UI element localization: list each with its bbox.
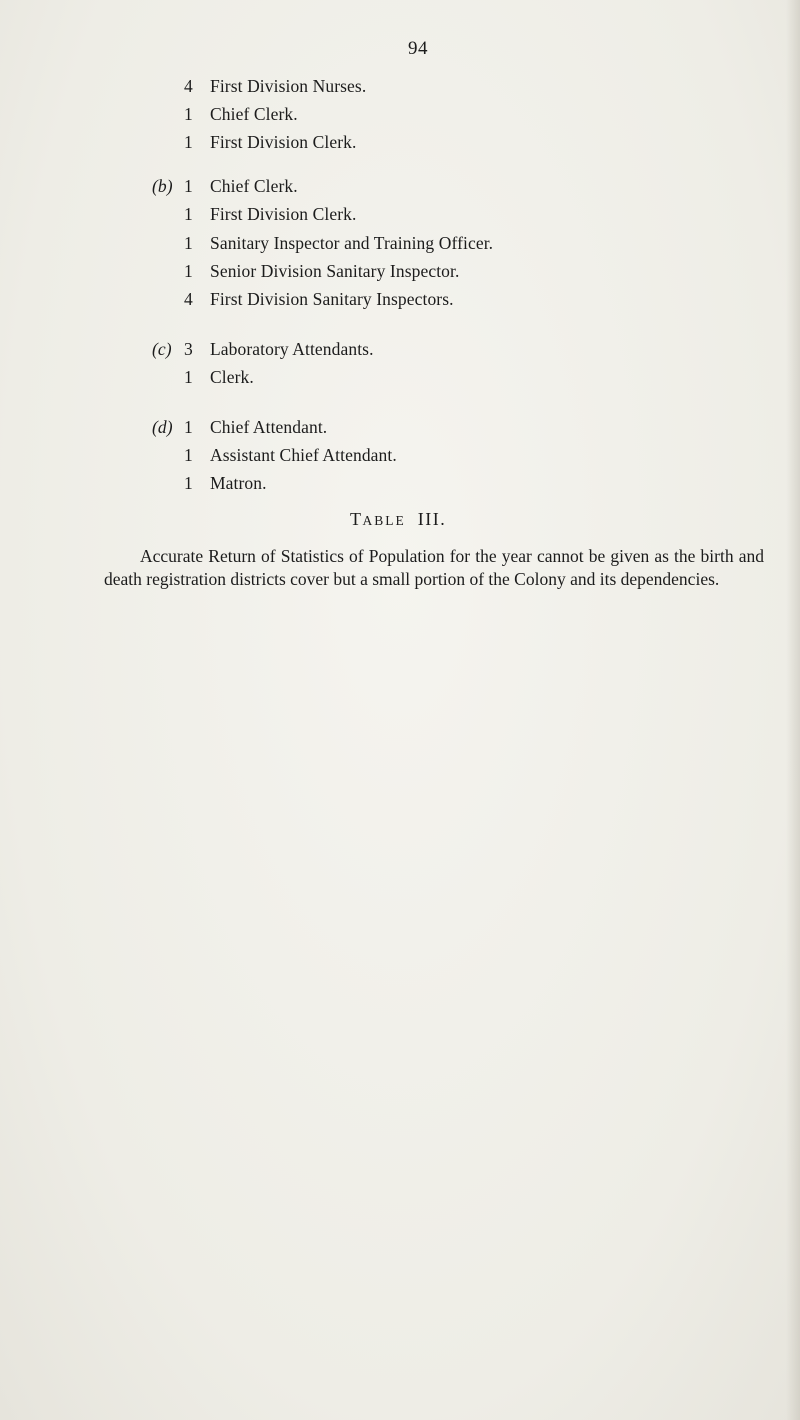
item-title: Laboratory Attendants. <box>210 339 374 359</box>
list-item <box>184 289 454 310</box>
item-title: Chief Clerk. <box>210 176 298 196</box>
item-title: Assistant Chief Attendant. <box>210 445 397 465</box>
item-count: 1 <box>184 204 193 224</box>
list-item <box>184 445 397 466</box>
list-item <box>184 104 298 125</box>
item-title: First Division Sanitary Inspectors. <box>210 289 454 309</box>
item-title: Matron. <box>210 473 267 493</box>
list-item <box>184 176 298 197</box>
table-heading-initial: T <box>350 509 363 529</box>
item-count: 1 <box>184 367 193 387</box>
page-number: 94 <box>408 38 428 59</box>
item-count: 1 <box>184 445 193 465</box>
item-title: First Division Nurses. <box>210 76 367 96</box>
table-heading <box>350 509 446 530</box>
list-item <box>184 473 267 494</box>
item-count: 4 <box>184 289 193 309</box>
item-count: 1 <box>184 473 193 493</box>
item-title: Senior Division Sanitary Inspector. <box>210 261 460 281</box>
list-item <box>184 204 356 225</box>
list-item <box>184 367 254 388</box>
item-count: 3 <box>184 339 193 359</box>
item-count: 1 <box>184 104 193 124</box>
list-item <box>184 339 374 360</box>
item-title: Chief Clerk. <box>210 104 298 124</box>
section-marker-b: (b) <box>152 176 173 196</box>
item-title: First Division Clerk. <box>210 132 357 152</box>
item-title: First Division Clerk. <box>210 204 357 224</box>
item-count: 1 <box>184 233 193 253</box>
item-count: 1 <box>184 176 193 196</box>
item-count: 1 <box>184 261 193 281</box>
list-item <box>184 132 356 153</box>
item-title: Sanitary Inspector and Training Officer. <box>210 233 494 253</box>
list-item <box>184 261 459 282</box>
item-count: 1 <box>184 132 193 152</box>
list-item <box>184 76 366 97</box>
page-edge-shadow <box>786 0 800 1420</box>
list-item <box>184 417 327 438</box>
list-item <box>184 233 493 254</box>
item-title: Clerk. <box>210 367 254 387</box>
table-heading-smallcaps: ABLE <box>362 513 406 528</box>
item-count: 1 <box>184 417 193 437</box>
section-marker-d: (d) <box>152 417 173 437</box>
table-heading-numeral: III. <box>417 509 447 529</box>
section-marker-c: (c) <box>152 339 172 359</box>
item-count: 4 <box>184 76 193 96</box>
body-paragraph: Accurate Return of Statistics of Population for the year cannot be given as the birth and death registration districts cover but a small portion of the Colony and its dependencies. <box>104 546 764 589</box>
item-title: Chief Attendant. <box>210 417 328 437</box>
